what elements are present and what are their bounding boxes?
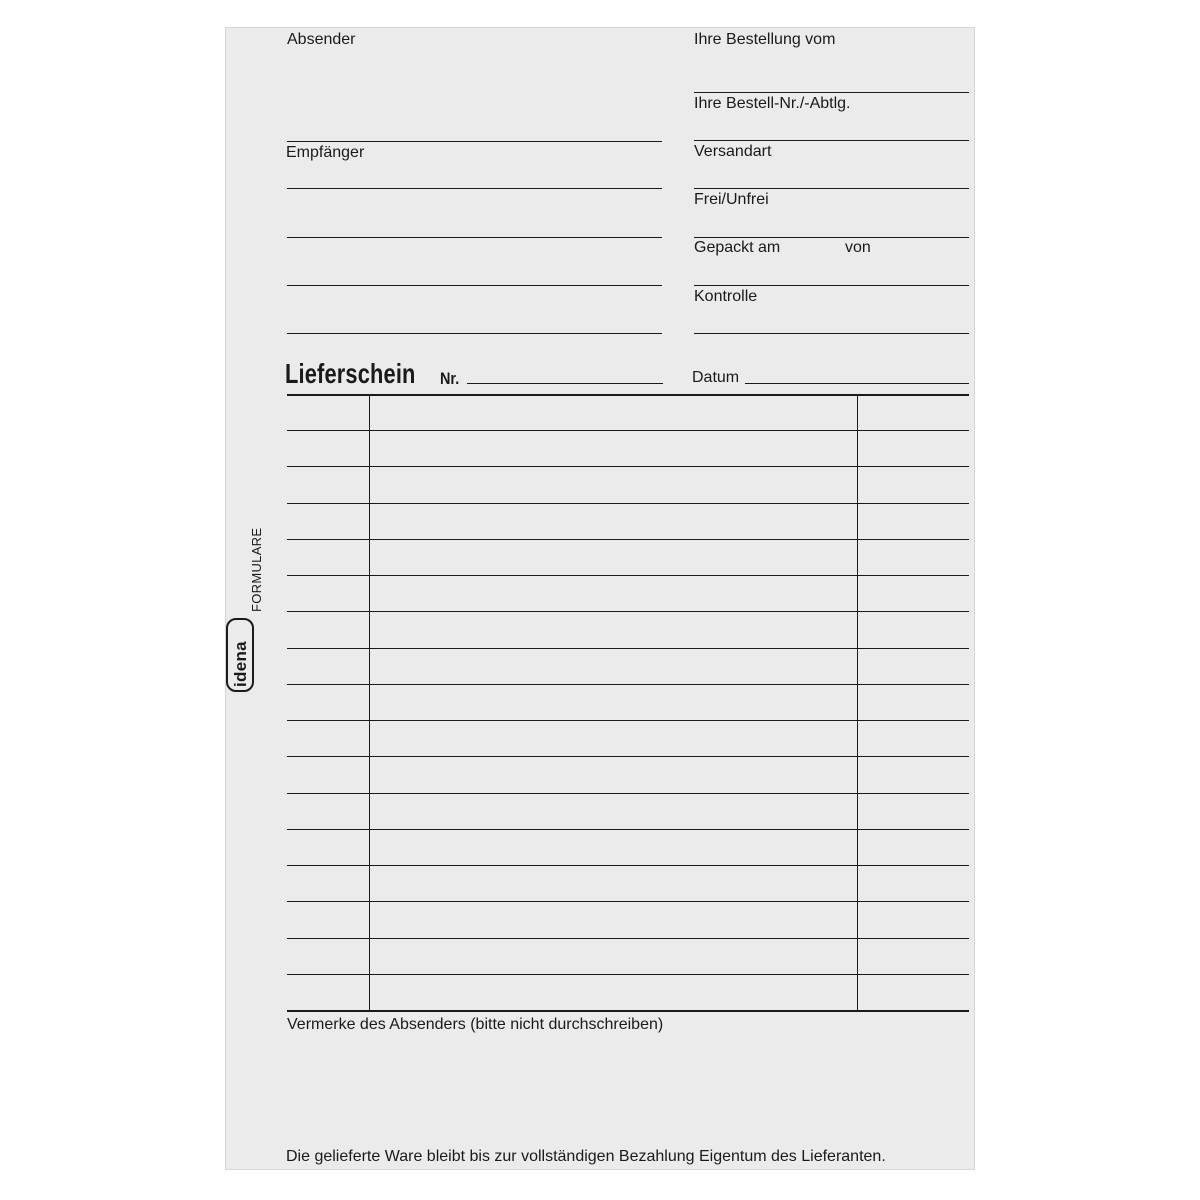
table-row-line[interactable] [287,938,969,939]
recipient-line-2[interactable] [287,237,662,238]
order-date-label: Ihre Bestellung vom [694,31,836,48]
freight-terms-line[interactable] [694,237,969,238]
order-number-label: Ihre Bestell-Nr./-Abtlg. [694,95,851,112]
shipping-method-label: Versandart [694,143,772,160]
delivery-note-form [225,27,975,1170]
table-bottom-border [287,1010,969,1012]
shipping-method-line[interactable] [694,188,969,189]
table-row-line[interactable] [287,430,969,431]
table-row-line[interactable] [287,648,969,649]
sender-remarks-label: Vermerke des Absenders (bitte nicht durchschreiben) [287,1016,664,1033]
packed-line[interactable] [694,285,969,286]
table-row-line[interactable] [287,539,969,540]
packed-by-label: von [845,239,871,256]
table-row-line[interactable] [287,720,969,721]
recipient-label: Empfänger [286,144,365,161]
table-row-line[interactable] [287,575,969,576]
table-row-line[interactable] [287,466,969,467]
table-row-line[interactable] [287,611,969,612]
packed-on-label: Gepackt am [694,239,781,256]
table-row-line[interactable] [287,503,969,504]
recipient-line-4[interactable] [287,333,662,334]
sender-label: Absender [287,31,356,48]
date-line[interactable] [745,383,969,384]
table-row-line[interactable] [287,829,969,830]
control-label: Kontrolle [694,288,758,305]
table-row-line[interactable] [287,756,969,757]
retention-of-title-note: Die gelieferte Ware bleibt bis zur vollständigen Bezahlung Eigentum des Lieferanten. [286,1148,886,1165]
table-row-line[interactable] [287,865,969,866]
freight-terms-label: Frei/Unfrei [694,191,769,208]
recipient-line-1[interactable] [287,188,662,189]
number-line[interactable] [467,383,663,384]
table-row-line[interactable] [287,684,969,685]
number-label: Nr. [440,369,460,388]
form-title: Lieferschein [285,358,416,389]
table-top-border [287,394,969,396]
date-label: Datum [692,369,740,386]
recipient-line-3[interactable] [287,285,662,286]
table-row-line[interactable] [287,793,969,794]
table-row-line[interactable] [287,974,969,975]
table-column-divider-price [857,394,858,1010]
table-row-line[interactable] [287,901,969,902]
brand-logo-text: idena [231,641,250,687]
series-label: FORMULARE [249,527,264,612]
control-line[interactable] [694,333,969,334]
order-date-line[interactable] [694,92,969,93]
table-column-divider-quantity [369,394,370,1010]
sender-line[interactable] [287,141,662,142]
order-number-line[interactable] [694,140,969,141]
